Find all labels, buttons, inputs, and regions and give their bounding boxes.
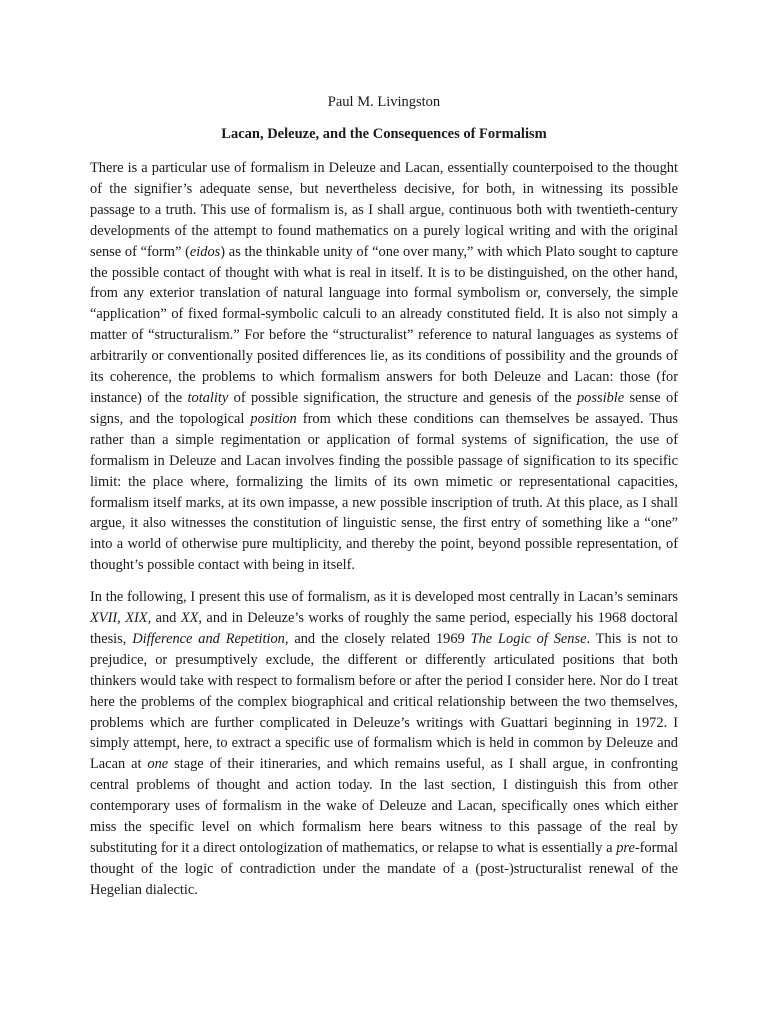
paragraph-text: -formal thought of the logic of contradiction under the mandate of a (post-)structuralist renewal of the Hegelian dialectic. [90,840,678,898]
paper-title: Lacan, Deleuze, and the Consequences of Formalism [221,126,547,142]
italic-text: position [250,410,297,427]
paragraph-text: There is a particular use of formalism in Deleuze and Lacan, essentially counterpoised to the thought of the signifier’s adequate sense, but nevertheless decisive, for both, in witnessing its possible passage to a truth. This use of formalism is, as I shall argue, continuous both with twentieth-century developments of the attempt to found mathematics on a purely logical writing and with the original sense of “form” ( [90,160,678,260]
paragraph-text: of possible signification, the structure and genesis of the [228,389,577,406]
paragraph-text: , and in Deleuze’s works of roughly the same period, especially his 1968 doctoral thesis, [90,610,678,647]
italic-text: one [147,756,169,773]
body-text [90,158,678,901]
body-paragraph [90,587,678,901]
italic-text: totality [187,389,229,406]
italic-text: Difference and Repetition, [132,630,289,647]
paragraph-text: , [117,610,126,627]
paragraph-text: , and [147,610,181,627]
paragraph-text: and the closely related 1969 [288,630,471,647]
italic-text: eidos [189,243,221,260]
italic-text: XVII [90,610,118,627]
body-paragraph [90,158,678,576]
italic-text: The Logic of Sense [470,630,587,647]
document-page [90,92,678,912]
author-name: Paul M. Livingston [327,94,441,110]
italic-text: XIX [125,610,148,627]
italic-text: XX [180,610,199,627]
italic-text: pre [616,840,635,856]
paragraph-text: . This is not to prejudice, or presumptively exclude, the different or differently articulated positions that both thinkers would take with respect to formalism before or after the period I consider here. Nor do I treat here the problems of the complex biographical and critical relationship between the two themselves, problems which are further complicated in Deleuze’s writings with Guattari beginning in 1972. I simply attempt, here, to extract a specific use of formalism which is held in common by Deleuze and Lacan at [90,630,678,773]
paragraph-text: In the following, I present this use of formalism, as it is developed most centrally in Lacan’s seminars [90,589,678,606]
paragraph-text: sense of signs, and the topological [90,389,678,427]
paragraph-text: ) as the thinkable unity of “one over many,” with which Plato sought to capture the possible contact of thought with what is real in itself. It is to be distinguished, on the other hand, from any exterior translation of natural language into formal symbolism or, conversely, the simple “application” of fixed formal-symbolic calculi to an already constituted field. It is also not simply a matter of “structuralism.” For before the “structuralist” reference to natural languages as systems of arbitrarily or conventionally posited differences lie, as its conditions of possibility and the grounds of its coherence, the problems to which formalism answers for both Deleuze and Lacan: those (for instance) of the [90,243,678,406]
paragraph-text: from which these conditions can themselves be assayed. Thus rather than a simple regimentation or application of formal systems of signification, the use of formalism in Deleuze and Lacan involves finding the possible passage of signification to its specific limit: the place where, formalizing the limits of its own mimetic or representational capacities, formalism itself marks, at its own impasse, a new possible inscription of truth. At this place, as I shall argue, it also witnesses the constitution of linguistic sense, the first entry of something like a “one” into a world of otherwise pure multiplicity, and thereby the point, beyond possible representation, of thought’s possible contact with being in itself. [90,410,678,574]
paragraph-text: stage of their itineraries, and which remains useful, as I shall argue, in confronting central problems of thought and action today. In the last section, I distinguish this from other contemporary uses of formalism in the wake of Deleuze and Lacan, specifically ones which either miss the specific level on which formalism here bears witness to this passage of the real by substituting for it a direct ontologization of mathematics, or relapse to what is essentially a [90,756,679,856]
italic-text: possible [576,389,625,406]
